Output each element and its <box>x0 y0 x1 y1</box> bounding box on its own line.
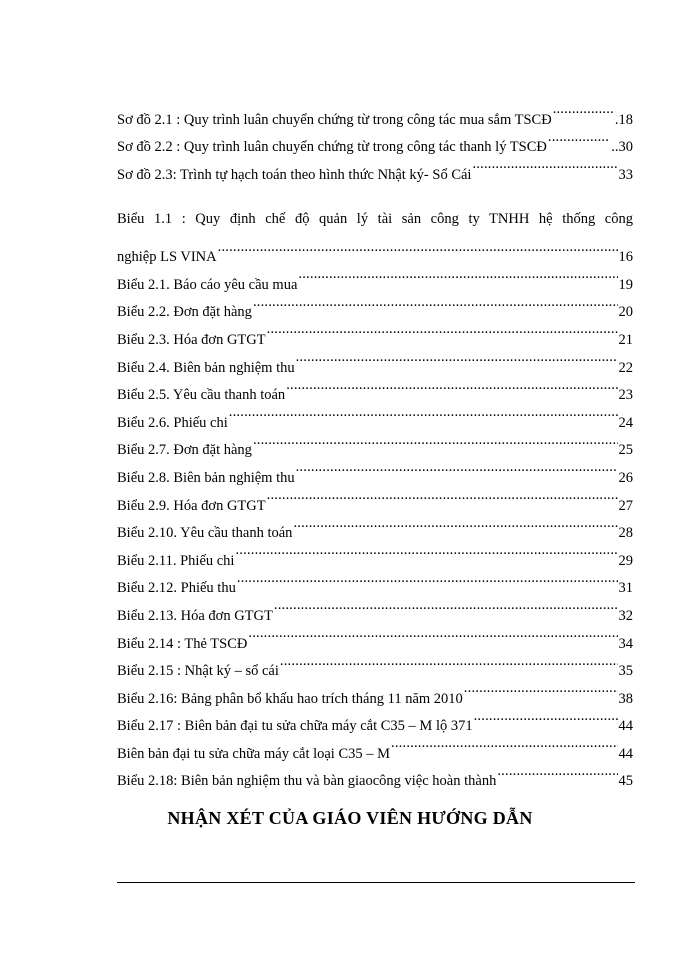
dot-leader <box>253 427 618 455</box>
toc-entry-title: Biểu 2.18: Biên bản nghiệm thu và bàn giaocông việc hoàn thành <box>117 773 497 790</box>
toc-entry-page: 21 <box>618 331 633 348</box>
dot-leader <box>274 592 618 620</box>
toc-entry-title: Biểu 2.5. Yêu cầu thanh toán <box>117 387 286 404</box>
dot-leader <box>229 399 618 427</box>
toc-entry-title: Biểu 2.11. Phiếu chi <box>117 552 235 569</box>
toc-entry-title: Biểu 2.10. Yêu cầu thanh toán <box>117 525 293 542</box>
toc-entry-title: Biểu 2.16: Bảng phân bổ khấu hao trích tháng 11 năm 2010 <box>117 690 463 707</box>
dot-leader <box>237 565 618 593</box>
dot-leader <box>472 151 617 179</box>
dot-leader <box>235 537 617 565</box>
toc-entry-title: Biểu 2.8. Biên bản nghiệm thu <box>117 469 295 486</box>
toc-entry-page: 34 <box>618 635 633 652</box>
toc-entry-page: 32 <box>618 607 633 624</box>
toc-entry <box>117 206 633 266</box>
toc-entry-page: 31 <box>618 580 633 597</box>
toc-entry-page: 33 <box>618 166 633 183</box>
dot-leader <box>248 620 617 648</box>
toc-entry-title: Sơ đồ 2.3: Trình tự hạch toán theo hình thức Nhật ký- Sổ Cái <box>117 166 472 183</box>
toc-entry-page: 45 <box>618 773 633 790</box>
dot-leader <box>497 758 617 786</box>
dot-leader <box>280 648 618 676</box>
toc-entry-title: Biểu 2.15 : Nhật ký – sổ cái <box>117 663 279 680</box>
toc-entry-title: Biểu 2.2. Đơn đặt hàng <box>117 304 252 321</box>
comment-line <box>117 882 635 883</box>
toc-entry-title: Biểu 2.6. Phiếu chi <box>117 414 228 431</box>
section-heading: NHẬN XÉT CỦA GIÁO VIÊN HƯỚNG DẪN <box>167 808 533 828</box>
toc-entry-page: 16 <box>618 249 633 266</box>
toc-entry-page: 22 <box>618 359 633 376</box>
dot-leader <box>553 96 614 124</box>
toc-entry-title: Sơ đồ 2.1 : Quy trình luân chuyển chứng từ trong công tác mua sắm TSCĐ <box>117 111 552 128</box>
toc-entry-continuation <box>117 234 633 266</box>
dot-leader <box>267 482 618 510</box>
dot-leader <box>267 316 618 344</box>
toc-entry-title: Biểu 2.9. Hóa đơn GTGT <box>117 497 266 514</box>
toc-entry-page: 23 <box>618 387 633 404</box>
toc-entry-page: 25 <box>618 442 633 459</box>
toc-entry-page: 28 <box>618 525 633 542</box>
toc-entry-page: 29 <box>618 552 633 569</box>
dot-leader <box>548 124 610 152</box>
toc-entry <box>117 96 633 128</box>
dot-leader <box>391 730 617 758</box>
toc-entry-title: Biểu 2.1. Báo cáo yêu cầu mua <box>117 276 298 293</box>
toc-entry-page: 20 <box>618 304 633 321</box>
toc-entry-page: 44 <box>618 718 633 735</box>
dot-leader <box>474 703 618 731</box>
toc-entry-title: Biểu 2.12. Phiếu thu <box>117 580 236 597</box>
toc-entry-title: Biểu 2.4. Biên bản nghiệm thu <box>117 359 295 376</box>
toc-entry-title: Biên bản đại tu sửa chữa máy cắt loại C35 – M <box>117 745 391 762</box>
toc-entry-title: Biểu 2.13. Hóa đơn GTGT <box>117 607 273 624</box>
dot-leader <box>296 454 618 482</box>
dot-leader <box>218 234 618 262</box>
diagram-list <box>117 96 633 183</box>
toc-entry-title: Biểu 1.1 : Quy định chế độ quản lý tài sản công ty TNHH hệ thống công <box>117 211 633 227</box>
toc-entry-title: Biểu 2.7. Đơn đặt hàng <box>117 442 252 459</box>
toc-entry-title: Biểu 2.14 : Thẻ TSCĐ <box>117 635 248 652</box>
toc-entry-page: 19 <box>618 276 633 293</box>
toc-entry-page: 44 <box>618 745 633 762</box>
dot-leader <box>296 344 618 372</box>
toc-entry-title: Sơ đồ 2.2 : Quy trình luân chuyển chứng từ trong công tác thanh lý TSCĐ <box>117 139 547 156</box>
toc-entry-page: .18 <box>614 111 633 128</box>
dot-leader <box>298 261 617 289</box>
toc-entry-title-continued: nghiệp LS VINA <box>117 249 217 266</box>
dot-leader <box>286 372 617 400</box>
toc-entry-page: 38 <box>618 690 633 707</box>
toc-entry-page: 24 <box>618 414 633 431</box>
dot-leader <box>253 289 618 317</box>
toc-entry-page: 35 <box>618 663 633 680</box>
toc-entry-page: 27 <box>618 497 633 514</box>
toc-entry-page: 26 <box>618 469 633 486</box>
dot-leader <box>293 510 617 538</box>
toc-entry-title: Biểu 2.17 : Biên bản đại tu sửa chữa máy cắt C35 – M lộ 371 <box>117 718 473 735</box>
form-list <box>117 206 633 790</box>
toc-entry-page: ..30 <box>611 139 633 156</box>
dot-leader <box>464 675 618 703</box>
toc-entry-title: Biểu 2.3. Hóa đơn GTGT <box>117 331 266 348</box>
